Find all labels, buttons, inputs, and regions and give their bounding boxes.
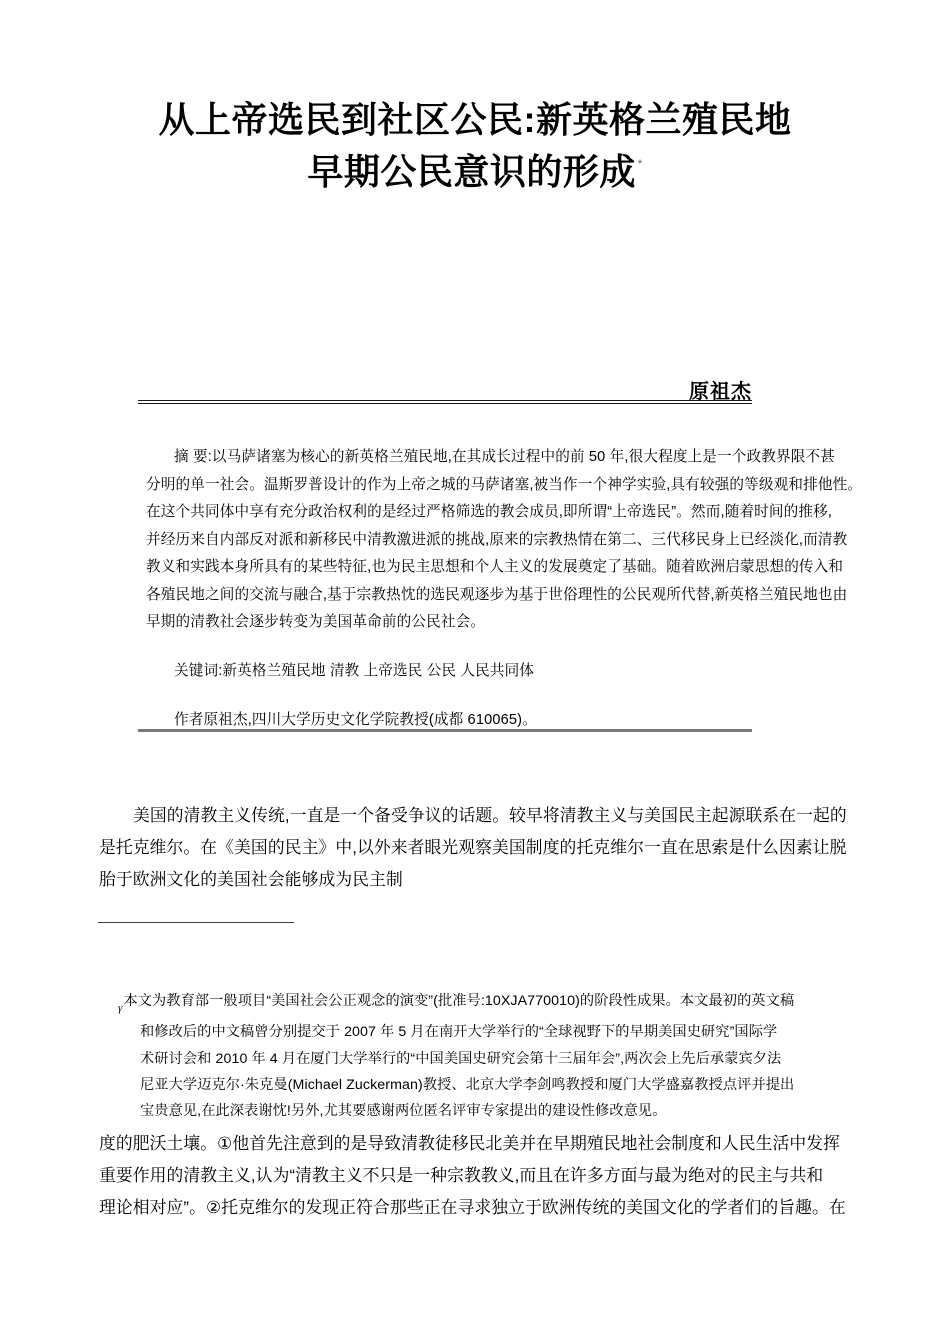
abstract-line: 在这个共同体中享有充分政治权利的是经过严格筛选的教会成员,即所谓“上帝选民”。然而,随着时间的推移, — [146, 504, 833, 520]
footnote-separator — [98, 922, 294, 923]
abstract-section — [146, 444, 863, 637]
footnote-line: 宝贵意见,在此深表谢忱!另外,尤其要感谢两位匿名评审专家提出的建设性修改意见。 — [140, 1103, 667, 1120]
abstract-divider-gray — [138, 729, 752, 732]
title-footnote-marker: * — [637, 158, 643, 170]
footnote-line: 本文为教育部一般项目“美国社会公正观念的演变”(批准号:10XJA770010)的阶段性成果。本文最初的英文稿 — [123, 993, 795, 1009]
body-line: 理论相对应”。②托克维尔的发现正符合那些正在寻求独立于欧洲传统的美国文化的学者们的旨趣。在 — [99, 1198, 846, 1217]
footnote-line: 和修改后的中文稿曾分别提交于 2007 年 5 月在南开大学举行的“全球视野下的早期美国史研究”国际学 — [140, 1024, 778, 1041]
body-line: 是托克维尔。在《美国的民主》中,以外来者眼光观察美国制度的托克维尔一直在思索是什么因素让脱 — [99, 838, 847, 857]
keywords-line: 关键词:新英格兰殖民地 清教 上帝选民 公民 人民共同体 — [174, 663, 535, 679]
footnote-line: 术研讨会和 2010 年 4 月在厦门大学举行的“中国美国史研究会第十三届年会”,两次会上先后承蒙宾夕法 — [140, 1050, 782, 1067]
header-divider-double — [138, 400, 752, 404]
author-affiliation: 作者原祖杰,四川大学历史文化学院教授(成都 610065)。 — [174, 712, 537, 728]
body-line: 度的肥沃土壤。①他首先注意到的是导致清教徒移民北美并在早期殖民地社会制度和人民生活中发挥 — [99, 1134, 841, 1153]
body-line: 胎于欧洲文化的美国社会能够成为民主制 — [99, 870, 403, 889]
author-name: 原祖杰 — [689, 381, 752, 403]
abstract-line: 并经历来自内部反对派和新移民中清教激进派的挑战,原来的宗教热情在第二、三代移民身上已经淡化,而清教 — [146, 531, 848, 548]
body-paragraph-continued — [99, 1128, 844, 1224]
abstract-line: 各殖民地之间的交流与融合,基于宗教热忱的选民观逐步为基于世俗理性的公民观所代替,新英格兰殖民地也由 — [146, 586, 848, 603]
footnote-section — [118, 988, 848, 1125]
abstract-line: 教义和实践本身所具有的某些特征,也为民主思想和个人主义的发展奠定了基础。随着欧洲启蒙思想的传入和 — [146, 559, 844, 575]
title-line-2: 早期公民意识的形成 — [307, 151, 636, 192]
body-paragraph — [99, 800, 847, 896]
abstract-line: 早期的清教社会逐步转变为美国革命前的公民社会。 — [146, 614, 486, 630]
footnote-line: 尼亚大学迈克尔·朱克曼(Michael Zuckerman)教授、北京大学李剑鸣教授和厦门大学盛嘉教授点评并提出 — [140, 1077, 795, 1094]
page-title — [100, 96, 850, 196]
footnote-marker: γ — [118, 1001, 123, 1014]
body-line: 美国的清教主义传统,一直是一个备受争议的话题。较早将清教主义与美国民主起源联系在一起的 — [133, 806, 847, 825]
body-line: 重要作用的清教主义,认为“清教主义不只是一种宗教教义,而且在许多方面与最为绝对的民主与共和 — [99, 1166, 824, 1185]
abstract-line: 分明的单一社会。温斯罗普设计的作为上帝之城的马萨诸塞,被当作一个神学实验,具有较强的等级观和排他性。 — [146, 476, 863, 493]
title-line-1: 从上帝选民到社区公民:新英格兰殖民地 — [158, 99, 792, 140]
abstract-line: 摘 要:以马萨诸塞为核心的新英格兰殖民地,在其成长过程中的前 50 年,很大程度上是一个政教界限不甚 — [174, 449, 836, 465]
